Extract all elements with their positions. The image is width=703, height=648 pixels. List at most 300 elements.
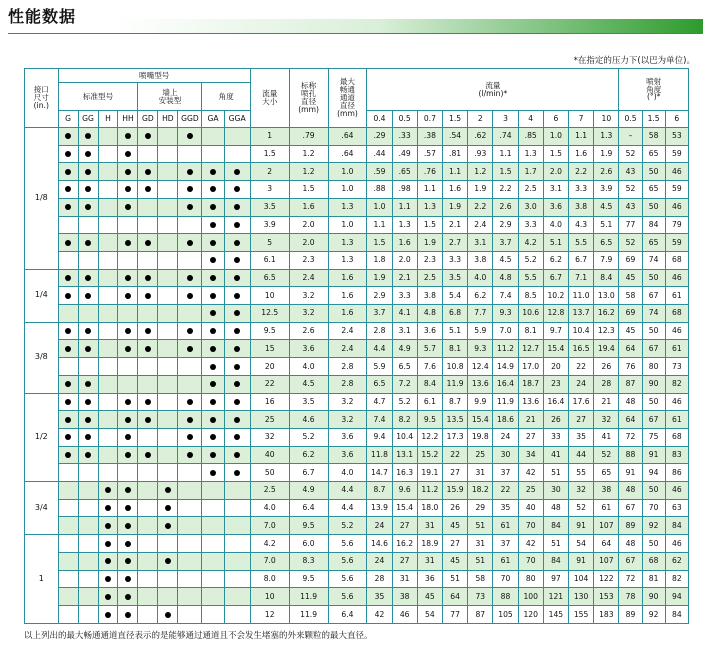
flow-value-cell: 65: [594, 464, 619, 482]
spray-angle-cell: 92: [642, 517, 665, 535]
table-row: [25, 499, 689, 517]
flow-value-cell: 4.3: [569, 216, 594, 234]
orifice-diameter-cell: 1.6: [289, 198, 328, 216]
model-availability-cell: [224, 251, 250, 269]
flow-value-cell: 5.2: [518, 251, 543, 269]
flow-value-cell: 3.6: [417, 322, 442, 340]
max-passage-cell: 1.6: [328, 269, 367, 287]
model-availability-cell: [138, 464, 158, 482]
flow-value-cell: 13.0: [594, 287, 619, 305]
spray-angle-cell: 84: [665, 605, 688, 623]
availability-dot-icon: [234, 186, 240, 192]
model-availability-cell: [58, 411, 78, 429]
max-passage-cell: 4.0: [328, 464, 367, 482]
flow-value-cell: 52: [594, 446, 619, 464]
flow-value-cell: 3.1: [468, 234, 493, 252]
availability-dot-icon: [187, 328, 193, 334]
model-availability-cell: [202, 428, 224, 446]
table-row: [25, 251, 689, 269]
availability-dot-icon: [210, 399, 216, 405]
model-availability-cell: [78, 605, 98, 623]
model-availability-cell: [224, 535, 250, 553]
table-row: [25, 517, 689, 535]
availability-dot-icon: [125, 399, 131, 405]
availability-dot-icon: [65, 133, 71, 139]
model-availability-cell: [138, 517, 158, 535]
model-availability-cell: [158, 322, 178, 340]
max-passage-cell: 3.2: [328, 393, 367, 411]
availability-dot-icon: [210, 204, 216, 210]
model-availability-cell: [98, 269, 118, 287]
flow-value-cell: 10.4: [569, 322, 594, 340]
flow-value-cell: 3.5: [442, 269, 467, 287]
availability-dot-icon: [105, 505, 111, 511]
model-availability-cell: [202, 570, 224, 588]
model-availability-cell: [178, 535, 202, 553]
availability-dot-icon: [145, 240, 151, 246]
flow-pressure-header: 4: [518, 111, 543, 128]
spray-angle-cell: 78: [619, 588, 642, 606]
model-availability-cell: [178, 269, 202, 287]
flow-value-cell: 27: [442, 535, 467, 553]
flow-value-cell: 100: [518, 588, 543, 606]
model-availability-cell: [78, 163, 98, 181]
model-availability-cell: [98, 499, 118, 517]
inlet-size-cell: 3/4: [25, 482, 59, 535]
table-row: [25, 570, 689, 588]
model-availability-cell: [224, 145, 250, 163]
model-availability-cell: [224, 605, 250, 623]
flow-value-cell: 15.4: [392, 499, 417, 517]
flow-value-cell: 46: [392, 605, 417, 623]
flow-value-cell: 1.5: [493, 163, 518, 181]
flow-value-cell: 27: [392, 552, 417, 570]
flow-value-cell: 10.4: [392, 428, 417, 446]
model-availability-cell: [138, 216, 158, 234]
model-availability-cell: [98, 570, 118, 588]
flow-value-cell: 30: [543, 482, 568, 500]
model-availability-cell: [78, 535, 98, 553]
model-availability-cell: [224, 393, 250, 411]
flow-value-cell: 2.0: [543, 163, 568, 181]
availability-dot-icon: [234, 364, 240, 370]
model-availability-cell: [118, 570, 138, 588]
model-availability-cell: [178, 145, 202, 163]
model-availability-cell: [224, 499, 250, 517]
availability-dot-icon: [65, 240, 71, 246]
flow-pressure-header: 7: [569, 111, 594, 128]
flow-value-cell: 9.3: [468, 340, 493, 358]
flow-value-cell: 58: [468, 570, 493, 588]
table-row: [25, 358, 689, 376]
flow-value-cell: 105: [493, 605, 518, 623]
flow-pressure-header: 10: [594, 111, 619, 128]
flow-value-cell: 1.7: [518, 163, 543, 181]
model-availability-cell: [178, 251, 202, 269]
flow-value-cell: 10.2: [543, 287, 568, 305]
flow-pressure-header: 3: [493, 111, 518, 128]
availability-dot-icon: [85, 186, 91, 192]
spray-angle-cell: 81: [642, 570, 665, 588]
flow-value-cell: 31: [468, 535, 493, 553]
availability-dot-icon: [187, 240, 193, 246]
angle-pressure-header: 6: [665, 111, 688, 128]
model-availability-cell: [138, 340, 158, 358]
availability-dot-icon: [165, 612, 171, 618]
table-row: [25, 446, 689, 464]
availability-dot-icon: [234, 470, 240, 476]
model-availability-cell: [138, 411, 158, 429]
flow-value-cell: 3.1: [392, 322, 417, 340]
model-availability-cell: [178, 287, 202, 305]
inlet-size-header: 接口 尺寸 (in.): [25, 69, 59, 128]
flow-value-cell: .65: [392, 163, 417, 181]
orifice-diameter-cell: 6.2: [289, 446, 328, 464]
availability-dot-icon: [65, 151, 71, 157]
model-availability-cell: [78, 181, 98, 199]
model-availability-cell: [118, 287, 138, 305]
model-availability-cell: [98, 305, 118, 323]
model-availability-cell: [158, 216, 178, 234]
model-availability-cell: [178, 128, 202, 146]
availability-dot-icon: [85, 399, 91, 405]
availability-dot-icon: [210, 381, 216, 387]
flow-value-cell: 120: [518, 605, 543, 623]
availability-dot-icon: [85, 434, 91, 440]
flow-value-cell: 1.5: [367, 234, 392, 252]
model-availability-cell: [158, 128, 178, 146]
flow-value-cell: 41: [594, 428, 619, 446]
flow-value-cell: 5.5: [518, 269, 543, 287]
flow-value-cell: 2.5: [417, 269, 442, 287]
flow-value-cell: 7.0: [493, 322, 518, 340]
flow-value-cell: 26: [442, 499, 467, 517]
table-row: [25, 552, 689, 570]
spray-angle-cell: 50: [642, 482, 665, 500]
flow-value-cell: 4.7: [367, 393, 392, 411]
flow-value-cell: 73: [468, 588, 493, 606]
orifice-diameter-cell: 9.5: [289, 570, 328, 588]
flow-value-cell: 12.4: [468, 358, 493, 376]
flow-pressure-header: 0.5: [392, 111, 417, 128]
flow-value-cell: 20: [543, 358, 568, 376]
flow-value-cell: 3.8: [569, 198, 594, 216]
model-availability-cell: [58, 605, 78, 623]
model-availability-cell: [118, 234, 138, 252]
model-availability-cell: [78, 251, 98, 269]
flow-pressure-header: 2: [468, 111, 493, 128]
availability-dot-icon: [187, 133, 193, 139]
spray-angle-cell: 67: [642, 411, 665, 429]
spray-angle-cell: –: [619, 128, 642, 146]
availability-dot-icon: [125, 293, 131, 299]
model-availability-cell: [118, 411, 138, 429]
spray-angle-cell: 90: [642, 588, 665, 606]
availability-dot-icon: [65, 381, 71, 387]
orifice-diameter-cell: 4.9: [289, 482, 328, 500]
flow-value-cell: 61: [493, 552, 518, 570]
spray-angle-cell: 43: [619, 163, 642, 181]
availability-dot-icon: [125, 523, 131, 529]
model-availability-cell: [224, 181, 250, 199]
model-availability-cell: [58, 216, 78, 234]
flow-value-cell: 6.2: [543, 251, 568, 269]
model-availability-cell: [178, 588, 202, 606]
model-availability-cell: [202, 340, 224, 358]
model-availability-cell: [118, 340, 138, 358]
spray-angle-cell: 83: [665, 446, 688, 464]
flow-value-cell: .54: [442, 128, 467, 146]
spray-angle-cell: 68: [665, 305, 688, 323]
model-availability-cell: [178, 552, 202, 570]
flow-size-cell: 1.5: [250, 145, 289, 163]
flow-value-cell: 6.1: [417, 393, 442, 411]
model-availability-cell: [58, 517, 78, 535]
flow-value-cell: 51: [468, 552, 493, 570]
availability-dot-icon: [125, 204, 131, 210]
availability-dot-icon: [85, 275, 91, 281]
spray-angle-cell: 90: [642, 375, 665, 393]
flow-value-cell: 5.9: [468, 322, 493, 340]
table-row: [25, 287, 689, 305]
flow-value-cell: 24: [367, 517, 392, 535]
orifice-diameter-cell: 3.5: [289, 393, 328, 411]
orifice-diameter-cell: 1.5: [289, 181, 328, 199]
flow-size-cell: 2.5: [250, 482, 289, 500]
model-availability-cell: [158, 517, 178, 535]
flow-value-cell: 5.7: [417, 340, 442, 358]
wall-mount-header: 墙上 安装型: [138, 83, 202, 111]
flow-value-cell: 14.7: [367, 464, 392, 482]
max-passage-cell: 1.0: [328, 181, 367, 199]
model-availability-cell: [78, 305, 98, 323]
model-availability-cell: [202, 234, 224, 252]
model-availability-cell: [224, 198, 250, 216]
flow-value-cell: 11.0: [569, 287, 594, 305]
table-row: [25, 163, 689, 181]
model-availability-cell: [202, 322, 224, 340]
flow-value-cell: 31: [417, 552, 442, 570]
model-availability-cell: [158, 482, 178, 500]
flow-value-cell: 18.9: [417, 535, 442, 553]
availability-dot-icon: [210, 169, 216, 175]
model-availability-cell: [178, 340, 202, 358]
standard-model-header: 标准型号: [58, 83, 138, 111]
flow-value-cell: 10.8: [442, 358, 467, 376]
model-availability-cell: [98, 446, 118, 464]
flow-value-cell: 16.3: [392, 464, 417, 482]
availability-dot-icon: [145, 293, 151, 299]
model-availability-cell: [158, 570, 178, 588]
model-availability-cell: [158, 198, 178, 216]
model-availability-cell: [78, 358, 98, 376]
spray-angle-cell: 76: [619, 358, 642, 376]
flow-size-cell: 12: [250, 605, 289, 623]
flow-value-cell: 19.8: [468, 428, 493, 446]
flow-value-cell: 45: [442, 552, 467, 570]
availability-dot-icon: [65, 186, 71, 192]
flow-value-cell: 61: [493, 517, 518, 535]
flow-value-cell: 1.0: [367, 198, 392, 216]
flow-value-cell: 5.2: [392, 393, 417, 411]
model-availability-cell: [202, 251, 224, 269]
model-availability-cell: [158, 535, 178, 553]
availability-dot-icon: [85, 240, 91, 246]
model-availability-cell: [224, 464, 250, 482]
spray-angle-cell: 89: [619, 517, 642, 535]
flow-value-cell: 1.1: [417, 181, 442, 199]
spray-angle-cell: 52: [619, 181, 642, 199]
model-availability-cell: [78, 464, 98, 482]
availability-dot-icon: [85, 417, 91, 423]
availability-dot-icon: [125, 169, 131, 175]
availability-dot-icon: [85, 381, 91, 387]
model-availability-cell: [138, 428, 158, 446]
spray-angle-cell: 48: [619, 393, 642, 411]
model-availability-cell: [202, 163, 224, 181]
model-availability-cell: [138, 322, 158, 340]
availability-dot-icon: [234, 434, 240, 440]
flow-value-cell: 1.6: [442, 181, 467, 199]
availability-dot-icon: [210, 222, 216, 228]
availability-dot-icon: [145, 346, 151, 352]
availability-dot-icon: [145, 328, 151, 334]
spray-angle-cell: 87: [619, 375, 642, 393]
availability-dot-icon: [210, 310, 216, 316]
table-row: [25, 234, 689, 252]
model-availability-cell: [98, 251, 118, 269]
orifice-diameter-cell: 2.3: [289, 251, 328, 269]
model-availability-cell: [78, 552, 98, 570]
model-availability-cell: [178, 181, 202, 199]
flow-size-cell: 6.5: [250, 269, 289, 287]
model-availability-cell: [78, 517, 98, 535]
flow-pressure-header: 1.5: [442, 111, 467, 128]
inlet-size-cell: 1: [25, 535, 59, 624]
flow-value-cell: 12.7: [518, 340, 543, 358]
flow-value-cell: 22: [442, 446, 467, 464]
flow-value-cell: 32: [594, 411, 619, 429]
model-availability-cell: [78, 446, 98, 464]
model-availability-cell: [202, 535, 224, 553]
flow-value-cell: 3.6: [543, 198, 568, 216]
flow-value-cell: 51: [543, 464, 568, 482]
max-passage-cell: 6.4: [328, 605, 367, 623]
model-availability-cell: [202, 198, 224, 216]
max-passage-cell: 1.3: [328, 234, 367, 252]
model-availability-cell: [158, 499, 178, 517]
spray-angle-cell: 63: [665, 499, 688, 517]
orifice-diameter-cell: 5.2: [289, 428, 328, 446]
model-availability-cell: [58, 269, 78, 287]
flow-value-cell: 2.4: [468, 216, 493, 234]
flow-value-cell: 155: [569, 605, 594, 623]
spray-angle-cell: 61: [665, 411, 688, 429]
flow-value-cell: .93: [468, 145, 493, 163]
flow-value-cell: 153: [594, 588, 619, 606]
model-availability-cell: [78, 428, 98, 446]
orifice-diameter-cell: .79: [289, 128, 328, 146]
model-availability-cell: [118, 181, 138, 199]
availability-dot-icon: [234, 204, 240, 210]
model-availability-cell: [178, 375, 202, 393]
table-row: [25, 198, 689, 216]
flow-value-cell: 13.6: [518, 393, 543, 411]
availability-dot-icon: [85, 452, 91, 458]
flow-value-cell: 91: [569, 552, 594, 570]
availability-dot-icon: [125, 558, 131, 564]
flow-value-cell: 32: [569, 482, 594, 500]
orifice-diameter-cell: 3.2: [289, 305, 328, 323]
flow-pressure-header: 0.4: [367, 111, 392, 128]
spray-angle-cell: 79: [665, 216, 688, 234]
availability-dot-icon: [125, 328, 131, 334]
model-availability-cell: [78, 269, 98, 287]
model-availability-cell: [98, 340, 118, 358]
spray-angle-cell: 46: [665, 535, 688, 553]
availability-dot-icon: [105, 523, 111, 529]
model-availability-cell: [138, 358, 158, 376]
model-code-header: GD: [138, 111, 158, 128]
table-row: [25, 428, 689, 446]
availability-dot-icon: [187, 186, 193, 192]
model-availability-cell: [202, 446, 224, 464]
flow-value-cell: 1.1: [392, 198, 417, 216]
flow-value-cell: 6.5: [367, 375, 392, 393]
model-availability-cell: [138, 446, 158, 464]
model-availability-cell: [78, 198, 98, 216]
flow-value-cell: 9.5: [417, 411, 442, 429]
model-availability-cell: [178, 305, 202, 323]
spray-angle-cell: 62: [665, 552, 688, 570]
flow-value-cell: 48: [543, 499, 568, 517]
model-availability-cell: [178, 358, 202, 376]
flow-value-cell: 70: [518, 517, 543, 535]
flow-value-cell: 16.2: [594, 305, 619, 323]
spray-angle-cell: 67: [642, 340, 665, 358]
table-row: [25, 482, 689, 500]
spray-angle-cell: 68: [665, 428, 688, 446]
model-availability-cell: [138, 287, 158, 305]
spray-angle-cell: 61: [665, 287, 688, 305]
model-availability-cell: [118, 322, 138, 340]
availability-dot-icon: [187, 434, 193, 440]
availability-dot-icon: [65, 204, 71, 210]
flow-value-cell: 1.1: [493, 145, 518, 163]
flow-value-cell: 22: [569, 358, 594, 376]
inlet-size-cell: 1/2: [25, 393, 59, 482]
availability-dot-icon: [65, 328, 71, 334]
flow-value-cell: 38: [392, 588, 417, 606]
flow-value-cell: 1.3: [594, 128, 619, 146]
flow-value-cell: 87: [468, 605, 493, 623]
availability-dot-icon: [187, 293, 193, 299]
flow-size-cell: 3.5: [250, 198, 289, 216]
model-availability-cell: [178, 411, 202, 429]
angle-pressure-header: 0.5: [619, 111, 642, 128]
nominal-orifice-header: 标称 喷孔 直径 (mm): [289, 69, 328, 128]
flow-value-cell: 10.6: [518, 305, 543, 323]
availability-dot-icon: [125, 541, 131, 547]
spray-angle-cell: 65: [642, 234, 665, 252]
flow-value-cell: 2.6: [493, 198, 518, 216]
flow-value-cell: 121: [543, 588, 568, 606]
max-passage-cell: .64: [328, 145, 367, 163]
max-passage-cell: 3.2: [328, 411, 367, 429]
model-availability-cell: [118, 216, 138, 234]
model-availability-cell: [98, 287, 118, 305]
flow-value-cell: 15.4: [468, 411, 493, 429]
